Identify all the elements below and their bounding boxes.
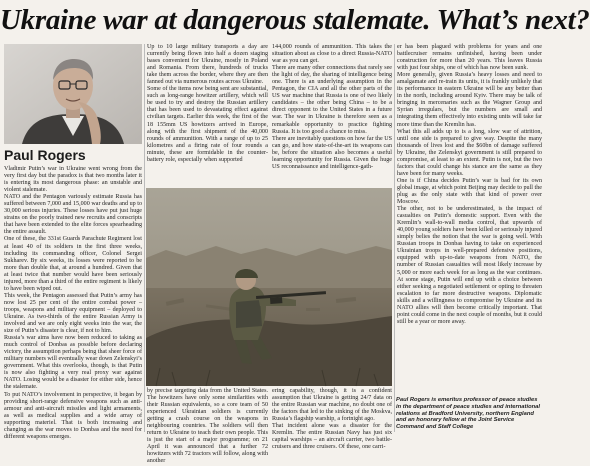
- war-photo: [146, 188, 392, 386]
- col1-paragraph: One of these, the 331st Guards Parachute Regiment lost at least 40 of its soldiers in the first three weeks, including its commanding officer, Colonel Sergei Sukharev. By six weeks, its losses were reported to be more than double that, at around a hundred. Given that at least twice that number would have been seriously injured, more than a third of the entire regiment is likely to have been wiped out.: [4, 236, 142, 292]
- col4-paragraph: The other, not to be underestimated, is the impact of casualties on Putin’s domestic support. Even with the Kremlin’s wall-to-wall media control, that upwards of 40,000 young soldiers have been killed or seriously injured simply belies the notion that the war is going well. With Russian troops in Donbas having to take on experienced Ukrainian troops in well-prepared defensive positions, equipped with up-to-date weapons from NATO, the number of Russian casualties will most likely increase by 5,000 or more each week for as long as the war continues. At some stage, Putin will end up with a choice between either seeking a negotiated settlement or opting to threaten escalation to far more destructive weapons. Diplomatic skills and a willingness to compromise by Ukraine and its NATO allies will then become critically important. That point could come in the next couple of months, but it could still be a year or more away.: [397, 206, 542, 325]
- col1-paragraph: Vladimir Putin’s war in Ukraine went wrong from the very first day but the paradox is that two months later it is entering its most dangerous phase: an unstable and violent stalemate.: [4, 166, 142, 194]
- column-2-top: [147, 44, 268, 186]
- col3-paragraph: 144,000 rounds of ammunition. This takes the situation about as close to a direct Russia-NATO war as you can get.: [272, 44, 392, 65]
- col1-paragraph: NATO and the Pentagon variously estimate Russia has suffered between 7,000 and 15,000 war deaths and up to 30,000 serious injuries. These losses have put just huge strains on the poorly trained new recruits and conscripts that have been extended to the elite forces spearheading the entire assault.: [4, 194, 142, 236]
- author-portrait: [4, 44, 142, 144]
- author-bio: Paul Rogers is emeritus professor of peace studies in the department of peace studies and international relations at Bradford University, northern England and an honorary fellow at the Joint Service Command and Staff College: [396, 397, 540, 431]
- col2-paragraph: Up to 10 large military transports a day are currently being flown into half a dozen staging bases convenient for Ukraine, mostly in Poland and Romania. From there, hundreds of trucks take them across the border, where they are then fanned out via numerous routes across Ukraine.: [147, 44, 268, 86]
- headline: Ukraine war at dangerous stalemate. What’s next?: [0, 4, 590, 36]
- column-divider: [144, 44, 145, 432]
- column-divider: [394, 44, 395, 432]
- col2-paragraph: Some of the items now being sent are substantial, such as long-range howitzer artillery, which will be used to try and destroy the Russian artillery that has been used to devastating effect against civilian targets. Earlier this week, the first of the 18 155mm US howitzers arrived in Europe, along with the first shipment of the 40,000 rounds of ammunition. With a range of up to 25 kilometres and a firing rate of four rounds a minute, these are formidable in the counter-battery role, especially when supported: [147, 86, 268, 163]
- col1-paragraph: This week, the Pentagon assessed that Putin’s army has now lost 25 per cent of the entire combat power – troops, weapons and military equipment – deployed to Ukraine. As two-thirds of the entire Russian Army is involved and we are only eight weeks into the war, the size of Putin’s disaster is clear, if not to him.: [4, 292, 142, 335]
- col4-paragraph: More generally, given Russia’s heavy losses and need to amalgamate and re-train its units, it is frankly unlikely that its performance in eastern Ukraine will be any better than in the north, including around Kyiv. There may be talk of bringing in mercenaries such as the Wagner Group and Syrian irregulars, but the numbers are small and integrating them effectively into existing units will take far more time than the Kremlin has.: [397, 72, 542, 128]
- col4-paragraph: What this all adds up to is a long, slow war of attrition, until one side is prepared to give way. Despite the many thousands of lives lost and the $60bn of damage suffered by Ukraine, the Zelenskyi government is still prepared to compromise, at least to an extent. Putin is not, but the two factors that could change his stance are the same as they have been for many weeks.: [397, 128, 542, 177]
- column-4: [397, 44, 542, 396]
- col1-paragraph: To put NATO’s involvement in perspective, it began by providing short-range defensive weapons such as anti-armour and anti-aircraft missiles and light armaments, as well as medical supplies and a wide array of supporting materiel. That is both increasing and changing as the war moves to Donbas and the need for different weapons emerges.: [4, 391, 142, 440]
- col3-paragraph: There are many other connections that rarely see the light of day, the sharing of intelligence being one. There is an underlying assumption in the Pentagon, the CIA and all the other parts of the US war machine that Russia is one of two likely candidates – the other being China – to be a direct opponent to the United States in a future war. The war in Ukraine is therefore seen as a remarkable opportunity to practice fighting Russia. It is too good a chance to miss.: [272, 65, 392, 135]
- col4-paragraph: er has been plagued with problems for years and one battlecruiser remains unfinished, having been under construction for more than 20 years. This leaves Russia with just four ships, one of which has now been sunk.: [397, 44, 542, 72]
- col3-paragraph: There are inevitably questions on how far the US can go, and how state-of-the-art its weapons can be, before the situation also becomes a useful learning opportunity for Russia. Given the huge US reconnaissance and intelligence-gath-: [272, 135, 392, 170]
- col4-paragraph: One is if China decides Putin’s war is bad for its own global image, at which point Beijing may decide to pull the plug as the only state with that kind of power over Moscow.: [397, 177, 542, 206]
- col2-paragraph: by precise targeting data from the United States. The howitzers have only some similarities with their Russian equivalents, so a core team of 50 experienced Ukrainian soldiers is currently getting a crash course on the weapons in neighbouring countries. The soldiers will then return to Ukraine to teach their own people. This is just the start of a major programme; on 21 April it was announced that a further 72 howitzers with 72 tractors will follow, along with another: [147, 388, 268, 465]
- col1-paragraph: Russia’s war aims have now been reduced to taking as much control of Donbas as possible before declaring victory, the assumption perhaps being that sheer force of military numbers will eventually wear down Zelenskyi’s government. What this overlooks, though, is that Putin is now also fighting a very real proxy war against NATO. Losing would be a disaster for either side, hence the stalemate.: [4, 335, 142, 391]
- column-3-bottom: [272, 388, 392, 451]
- col3-paragraph: ering capability, though, it is a confident assumption that Ukraine is getting 24/7 data on the entire Russian war machine, no doubt one of the factors that led to the sinking of the Moskva, Russia’s flagship warship, a fortnight ago.: [272, 388, 392, 423]
- byline-author: Paul Rogers: [4, 147, 86, 163]
- column-2-bottom: [147, 388, 268, 465]
- column-1: [4, 166, 142, 440]
- column-3-top: [272, 44, 392, 186]
- col3-paragraph: That incident alone was a disaster for the Kremlin. The entire Russian Navy has just six capital warships – an aircraft carrier, two battle-cruisers and three cruisers. Of these, one carri-: [272, 423, 392, 451]
